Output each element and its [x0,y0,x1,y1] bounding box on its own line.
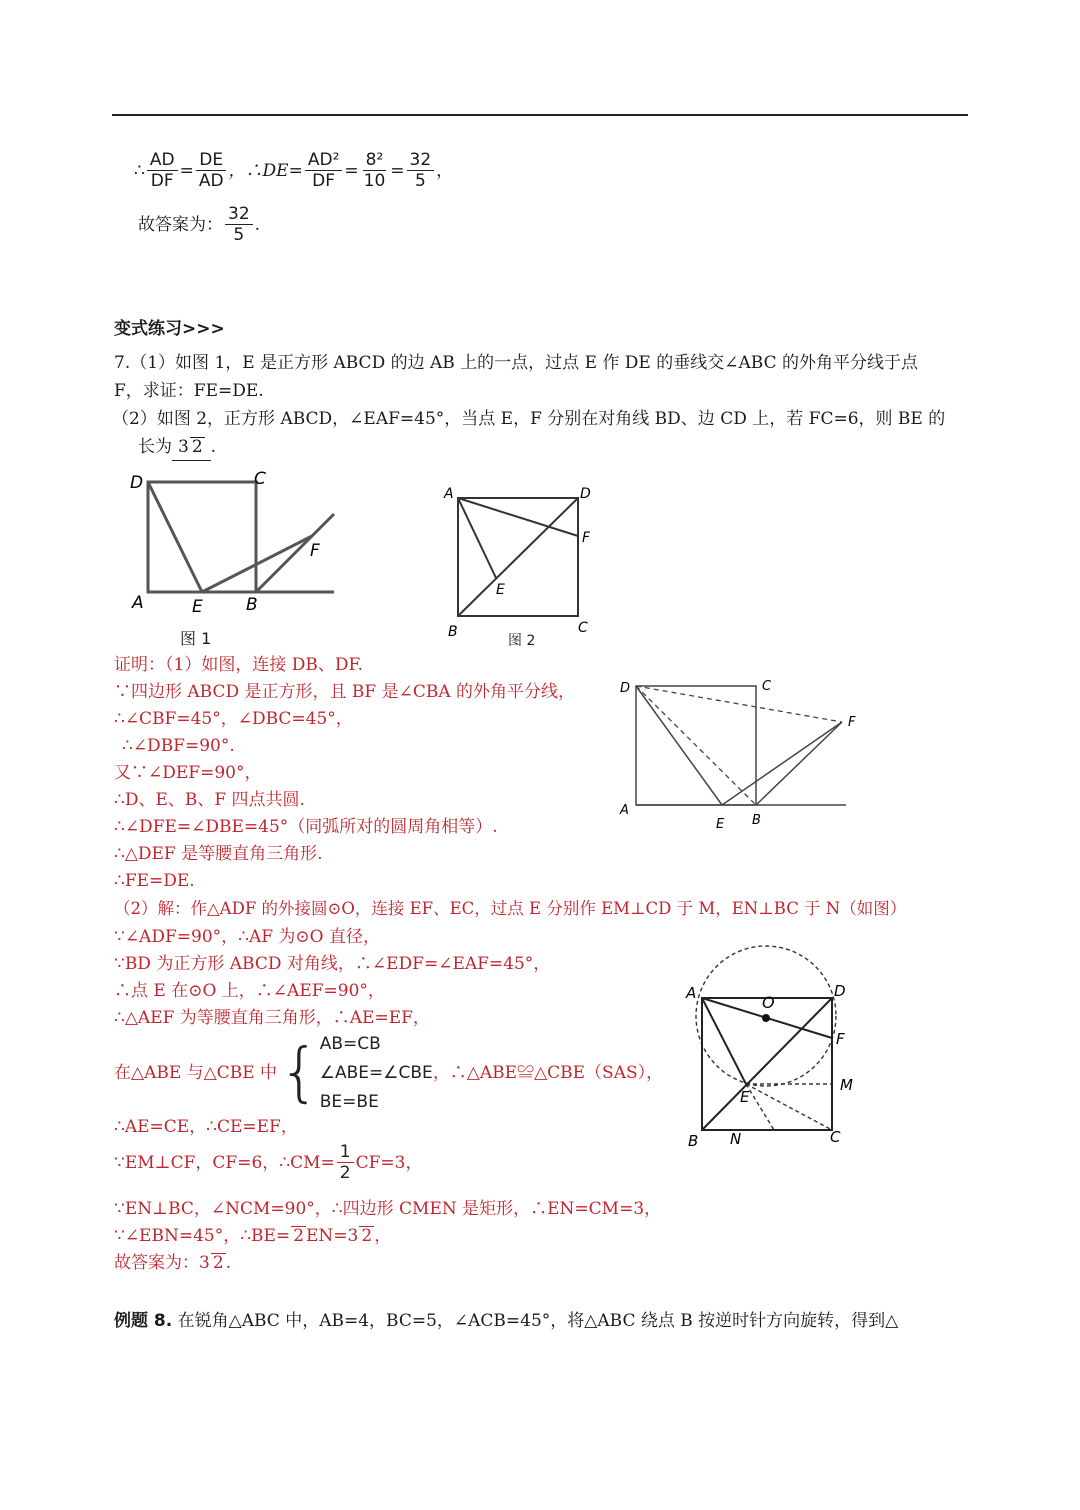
fig3-label-d: D [620,681,631,696]
q7-line3: （2）如图 2，正方形 ABCD，∠EAF=45°，当点 E，F 分别在对角线 BD、边 CD 上，若 FC=6，则 BE 的 [112,409,946,429]
proof-line-1: 证明：（1）如图，连接 DB、DF. [114,655,364,675]
proof-line-17: ∵EM⊥CF，CF=6，∴CM= $\frac{1}{2}$ CF=3， [114,1142,423,1183]
fig3-label-c: C [762,679,772,694]
proof-line-19: ∵∠EBN=45°，∴BE= 2 EN=3 2 ， [114,1226,392,1246]
example-8-text: 在锐角△ABC 中，AB=4，BC=5，∠ACB=45°，将△ABC 绕点 B 按逆时针方向旋转，得到△ [177,1311,899,1331]
fig4-label-m: M [840,1076,853,1094]
fraction-32-5: $\frac{32}{5}$ [407,150,435,191]
fig2-label-f: F [582,530,591,546]
proof-line-15: 在△ABE 与△CBE 中 { AB=CB ∠ABE=∠CBE BE=BE ，∴△ABE≌△CBE（SAS）， [114,1030,663,1116]
fig4-label-o: O [762,993,775,1012]
example-8 [114,1308,898,1334]
fig2-label-c: C [578,620,588,636]
fig1-label-d: D [130,473,144,493]
half-fraction: $\frac{1}{2}$ [337,1142,354,1183]
center-point [762,1014,770,1022]
proof-line-8: ∴△DEF 是等腰直角三角形. [114,844,323,864]
proof-line-10: （2）解：作△ADF 的外接圆⊙O，连接 EF、EC，过点 E 分别作 EM⊥CD 于 M，EN⊥BC 于 N（如图） [114,899,907,918]
fraction-equation-line: ∴ $\frac{AD}{DF}$ = $\frac{DE}{AD}$ ，∴DE= $\frac{\text{AD²}}{DF}$ = $\frac{\text{8²}}{10}$ = $\frac{32}{5}$ ， [134,150,454,191]
proof-line-6: ∴D、E、B、F 四点共圆. [114,790,305,810]
fig3-label-f: F [848,715,856,730]
example-8-label: 例题 8. [114,1311,173,1331]
proof-line-2: ∵四边形 ABCD 是正方形，且 BF 是∠CBA 的外角平分线， [114,682,576,702]
answer-line-top: 故答案为： $\frac{32}{5}$ . [138,204,261,245]
fig1-label-e: E [192,597,203,617]
fig4-label-d: D [834,982,846,1000]
proof-line-7: ∴∠DFE=∠DBE=45°（同弧所对的圆周角相等）. [114,817,498,837]
proof-line-5: 又∵∠DEF=90°， [114,763,262,783]
fig3-label-b: B [752,813,761,828]
fig2-label-d: D [580,486,591,502]
q7-line2: F，求证：FE=DE. [114,381,264,401]
fraction-ad2-df: $\frac{\text{AD²}}{DF}$ [305,150,343,191]
fig4-label-a: A [686,984,697,1002]
fig4-label-b: B [688,1132,699,1150]
proof-line-14: ∴△AEF 为等腰直角三角形，∴AE=EF， [114,1008,430,1028]
fig1-label-f: F [310,541,320,561]
header-rule [112,114,968,116]
fig1-caption: 图 1 [180,629,212,648]
fig4-label-c: C [830,1128,841,1146]
fraction-82-10: $\frac{\text{8²}}{10}$ [363,150,386,191]
fig3-label-a: A [620,803,629,818]
section-title: 变式练习>>> [114,319,225,339]
figure-1 [126,462,346,622]
fig1-label-c: C [254,469,266,489]
answer-fraction: $\frac{32}{5}$ [225,204,253,245]
fig3-label-e: E [716,817,725,832]
fig4-label-n: N [730,1130,742,1148]
proof-line-9: ∴FE=DE. [114,871,195,891]
answer-blank: 3 2 [172,434,211,461]
fig4-label-f: F [836,1030,845,1048]
proof-line-11: ∵∠ADF=90°，∴AF 为⊙O 直径， [114,927,381,947]
proof-line-18: ∵EN⊥BC，∠NCM=90°，∴四边形 CMEN 是矩形，∴EN=CM=3， [114,1199,662,1219]
proof-line-20: 故答案为：3 2 . [114,1253,232,1273]
fraction-ad-df: $\frac{AD}{DF}$ [147,150,178,191]
fig2-label-b: B [448,624,458,640]
fig1-label-b: B [246,595,258,615]
proof-line-4: ∴∠DBF=90°. [122,736,235,756]
proof-line-16: ∴AE=CE，∴CE=EF， [114,1117,298,1137]
q7-line4: 长为 3 2 . [138,434,216,461]
figure-4 [680,944,870,1154]
proof-line-3: ∴∠CBF=45°，∠DBC=45°， [114,709,353,729]
system-brace: { [279,1036,320,1110]
fig2-label-e: E [496,582,505,598]
proof-line-12: ∵BD 为正方形 ABCD 对角线，∴∠EDF=∠EAF=45°， [114,954,551,974]
fraction-de-ad: $\frac{DE}{AD}$ [196,150,227,191]
figure-3 [612,676,872,836]
fig2-caption: 图 2 [508,633,536,649]
fig1-label-a: A [132,593,144,613]
fig2-label-a: A [444,486,454,502]
system-equations: AB=CB ∠ABE=∠CBE BE=BE [319,1033,433,1112]
q7-line1: 7.（1）如图 1，E 是正方形 ABCD 的边 AB 上的一点，过点 E 作 DE 的垂线交∠ABC 的外角平分线于点 [114,353,918,373]
fig4-label-e: E [740,1088,750,1106]
proof-line-13: ∴点 E 在⊙O 上，∴∠AEF=90°， [114,981,385,1001]
